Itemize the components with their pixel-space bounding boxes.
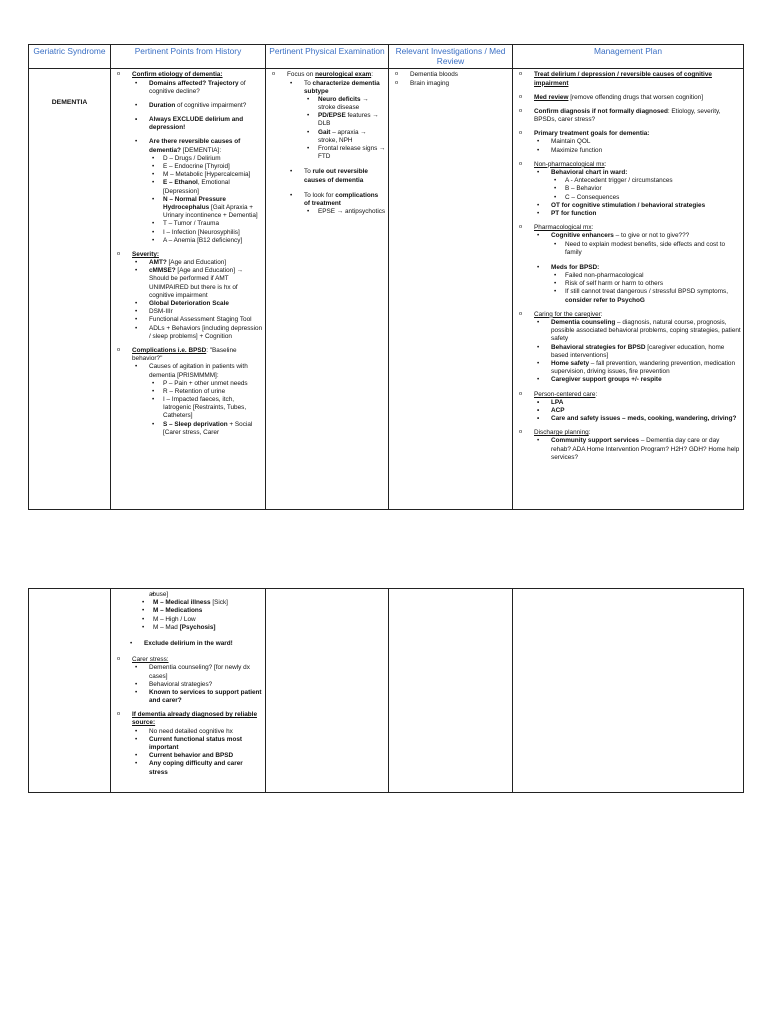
list-item: o Caring for the caregiver: • Dementia counseling – diagnosis, natural course, prognosis, possible associated behavioral problems, coping strategies, patient safety • Behavioral strategies for BPSD [caregiver education, home based interventions] • Home safety – fall prevention, wandering prevention, medication supervision, driving issues, fire prevention • Caregiver support groups +/- respite	[517, 311, 741, 385]
list-item: • PD/EPSE features → DLB	[304, 112, 386, 128]
list-item: • D – Drugs / Delirium	[149, 155, 263, 163]
subtype-list	[304, 96, 386, 162]
header-row	[29, 45, 744, 69]
list-item: • Current functional status most important	[132, 736, 263, 752]
list-item: • PT for function	[534, 210, 741, 218]
list-item	[132, 363, 263, 437]
list-item: • Known to services to support patient and carer?	[132, 689, 263, 705]
list-item: • OT for cognitive stimulation / behavioral strategies	[534, 202, 741, 210]
list-item: • Behavioral strategies?	[132, 681, 263, 689]
severity-section	[115, 251, 263, 341]
etiology-heading: Confirm etiology of dementia:	[132, 71, 223, 79]
domains-text: Domains affected? Trajectory	[149, 79, 239, 87]
management-cell	[513, 69, 744, 510]
list-item: • A – Anemia [B12 deficiency]	[149, 237, 263, 245]
list-item: • Current behavior and BPSD	[132, 752, 263, 760]
physical-cell	[266, 69, 389, 510]
syndrome-cell	[29, 69, 111, 510]
list-item: • AMT? [Age and Education]	[132, 259, 263, 267]
treat-heading: Treat delirium / depression / reversible causes of cognitive impairment	[534, 71, 712, 87]
rule-out-bold: rule out reversible causes of dementia	[304, 168, 368, 184]
focus-bold: neurological exam	[315, 71, 372, 79]
header-physical: Pertinent Physical Examination	[266, 45, 389, 69]
assessment-table-page1	[28, 44, 744, 510]
syndrome-label: DEMENTIA	[51, 99, 88, 107]
history-cell-continued	[111, 589, 266, 793]
list-item: o Non-pharmacological mx: • Behavioral chart in ward: • A - Antecedent trigger / circumstances • B – Behavior • C – Consequences • OT for cognitive stimulation / behavioral strategies • PT for function	[517, 161, 741, 218]
list-item: • Dementia counseling – diagnosis, natural course, prognosis, possible associated behavioral problems, coping strategies, patient safety	[534, 319, 741, 344]
list-item: • Frontal release signs → FTD	[304, 145, 386, 161]
physical-section	[270, 71, 386, 216]
header-syndrome: Geriatric Syndrome	[29, 45, 111, 69]
list-item	[517, 71, 741, 87]
list-item: • T – Tumor / Trauma	[149, 220, 263, 228]
list-item	[132, 80, 263, 96]
list-item: • Care and safety issues – meds, cooking, wandering, driving?	[534, 415, 741, 423]
list-item: • Community support services – Dementia day care or day rehab? ADA Home Intervention Program? H2H? GDH? Home help services?	[534, 437, 741, 462]
list-item: • B – Behavior	[551, 185, 741, 193]
assessment-table-page2	[28, 588, 744, 793]
reversible-bold: Are there reversible causes of dementia?	[149, 138, 241, 154]
focus-text: Focus on	[287, 71, 316, 79]
list-item: o Primary treatment goals for dementia: • Maintain QOL • Maximize function	[517, 130, 741, 155]
list-item: • Gait – apraxia → stroke, NPH	[304, 129, 386, 145]
list-item: • N – Normal Pressure Hydrocephalus [Gait Apraxia + Urinary incontinence + Dementia]	[149, 196, 263, 221]
list-item: • Risk of self harm or harm to others	[551, 280, 741, 288]
list-item: • Meds for BPSD: • Failed non-pharmacological • Risk of self harm or harm to others • If still cannot treat dangerous / stressful BPSD symptoms, consider refer to PsychoG	[534, 264, 741, 305]
list-item: • To characterize dementia subtype • Neuro deficits → stroke disease • PD/EPSE features → DLB • Gait – apraxia → stroke, NPH • Frontal release signs → FTD	[287, 80, 386, 162]
physical-cell-empty	[266, 589, 389, 793]
list-item: • To rule out reversible causes of dementia	[287, 168, 386, 184]
duration-bold: Duration	[149, 101, 176, 109]
list-item: • E – Endocrine [Thyroid]	[149, 163, 263, 171]
list-item: • I – Infection [Neurosyphilis]	[149, 229, 263, 237]
list-item: • To look for complications of treatment • EPSE → antipsychotics	[287, 192, 386, 217]
severity-heading: Severity:	[132, 250, 159, 258]
investigations-cell	[389, 69, 513, 510]
list-item: • LPA	[534, 399, 741, 407]
med-review-heading: Med review	[534, 93, 569, 101]
list-item: • S – Sleep deprivation + Social [Carer stress, Carer	[149, 421, 263, 437]
list-item: o Med review [remove offending drugs that worsen cognition]	[517, 94, 741, 102]
dementia-mnemonic-list	[149, 155, 263, 245]
pharm-heading: Pharmacological mx	[534, 224, 592, 232]
list-item: o Confirm diagnosis if not formally diagnosed: Etiology, severity, BPSDs, carer stress?	[517, 108, 741, 124]
diagnosed-section	[115, 711, 263, 777]
list-item: o Dementia bloods	[393, 71, 510, 79]
nonpharm-heading: Non-pharmacological mx	[534, 160, 605, 168]
list-item: o Discharge planning: • Community support services – Dementia day care or day rehab? ADA Home Intervention Program? H2H? GDH? Home help services?	[517, 429, 741, 462]
list-item: • M – Medical illness [Sick]	[139, 599, 263, 607]
list-item	[132, 138, 263, 244]
characterize-bold: characterize dementia subtype	[304, 79, 380, 95]
list-item: • Cognitive enhancers – to give or not to give??? • Need to explain modest benefits, side effects and cost to family	[534, 232, 741, 257]
header-history: Pertinent Points from History	[111, 45, 266, 69]
list-item: • C – Consequences	[551, 194, 741, 202]
list-item	[132, 102, 263, 110]
list-item: • Dementia counseling? [for newly dx cases]	[132, 664, 263, 680]
list-item: • No need detailed cognitive hx	[132, 728, 263, 736]
list-item	[132, 116, 263, 132]
list-item: o Pharmacological mx: • Cognitive enhancers – to give or not to give??? • Need to explain modest benefits, side effects and cost to family • Meds for BPSD: • Failed non-pharmacological • Risk of self harm or harm to others • If still cannot treat dangerous / stressful BPSD symptoms, consider refer to PsychoG	[517, 224, 741, 305]
list-item: • Caregiver support groups +/- respite	[534, 376, 741, 384]
list-item: • Failed non-pharmacological	[551, 272, 741, 280]
list-item: • Any coping difficulty and carer stress	[132, 760, 263, 776]
complications-heading-rest: : "Baseline behavior?"	[132, 346, 237, 363]
list-item	[127, 640, 263, 648]
list-item	[304, 208, 386, 216]
complications-section	[115, 347, 263, 437]
prismmmm-list-continued	[115, 599, 263, 632]
list-item: • P – Pain + other unmet needs	[149, 380, 263, 388]
list-item: • Functional Assessment Staging Tool	[132, 316, 263, 324]
etiology-section	[115, 71, 263, 245]
investigations-cell-empty	[389, 589, 513, 793]
list-item: • If still cannot treat dangerous / stressful BPSD symptoms, consider refer to PsychoG	[551, 288, 741, 304]
list-item: • M – Medications	[139, 607, 263, 615]
list-item: • M – Metabolic [Hypercalcemia]	[149, 171, 263, 179]
carer-stress-section	[115, 656, 263, 705]
continuation-row	[29, 589, 744, 793]
list-item: • DSM-IIIr	[132, 308, 263, 316]
list-item: • I – Impacted faeces, itch, Iatrogenic [Restraints, Tubes, Catheters]	[149, 396, 263, 421]
list-item: • cMMSE? [Age and Education] → Should be performed if AMT UNIMPAIRED but there is hx of cognitive impairment	[132, 267, 263, 300]
list-item: • M – High / Low	[139, 616, 263, 624]
list-item: • Need to explain modest benefits, side effects and cost to family	[551, 241, 741, 257]
look-for-bold: complications of treatment	[304, 191, 379, 207]
list-item: • Neuro deficits → stroke disease	[304, 96, 386, 112]
list-item: • A - Antecedent trigger / circumstances	[551, 177, 741, 185]
duration-text: of cognitive impairment?	[175, 101, 247, 109]
list-item: • abuse]	[149, 591, 263, 599]
discharge-heading: Discharge planning	[534, 429, 589, 437]
list-item: o Person-centered care: • LPA • ACP • Care and safety issues – meds, cooking, wandering, driving?	[517, 391, 741, 424]
syndrome-cell-empty	[29, 589, 111, 793]
diagnosed-heading: If dementia already diagnosed by reliable source:	[132, 711, 258, 727]
exclude-delirium-text: Exclude delirium in the ward!	[144, 639, 233, 647]
list-item: • M – Mad [Psychosis]	[139, 624, 263, 632]
list-item: o Brain imaging	[393, 80, 510, 88]
prismmmm-list	[149, 380, 263, 437]
list-item: • ADLs + Behaviors [including depression / sleep problems] + Cognition	[132, 325, 263, 341]
list-item: • ACP	[534, 407, 741, 415]
carer-stress-heading: Carer stress:	[132, 656, 169, 664]
header-investigations: Relevant Investigations / Med Review	[389, 45, 513, 69]
list-item: • Behavioral strategies for BPSD [caregiver education, home based interventions]	[534, 344, 741, 360]
epse-text: EPSE → antipsychotics	[318, 208, 386, 216]
caring-heading: Caring for the caregiver	[534, 310, 601, 318]
list-item: • Maintain QOL	[534, 138, 741, 146]
list-item: • R – Retention of urine	[149, 388, 263, 396]
list-item: • Behavioral chart in ward: • A - Antecedent trigger / circumstances • B – Behavior • C – Consequences	[534, 169, 741, 202]
list-item: • Global Deterioration Scale	[132, 300, 263, 308]
list-item: • Maximize function	[534, 147, 741, 155]
history-cell	[111, 69, 266, 510]
list-item: • Home safety – fall prevention, wandering prevention, medication supervision, driving issues, fire prevention	[534, 360, 741, 376]
exclude-text: Always EXCLUDE delirium and depression!	[149, 116, 244, 132]
list-item: • E – Ethanol, Emotional [Depression]	[149, 179, 263, 195]
dementia-row	[29, 69, 744, 510]
focus-colon: :	[371, 71, 373, 79]
prismmmm-list-continued	[115, 591, 263, 599]
complications-heading: Complications i.e. BPSD	[132, 346, 207, 354]
management-cell-empty	[513, 589, 744, 793]
reversible-text: [DEMENTIA]:	[180, 146, 222, 154]
agitation-text: Causes of agitation in patients with dementia [PRISMMMM]:	[149, 363, 248, 379]
domains-rest: of cognitive decline?	[149, 79, 246, 95]
header-management: Management Plan	[513, 45, 744, 69]
person-centered-heading: Person-centered care	[534, 390, 596, 398]
